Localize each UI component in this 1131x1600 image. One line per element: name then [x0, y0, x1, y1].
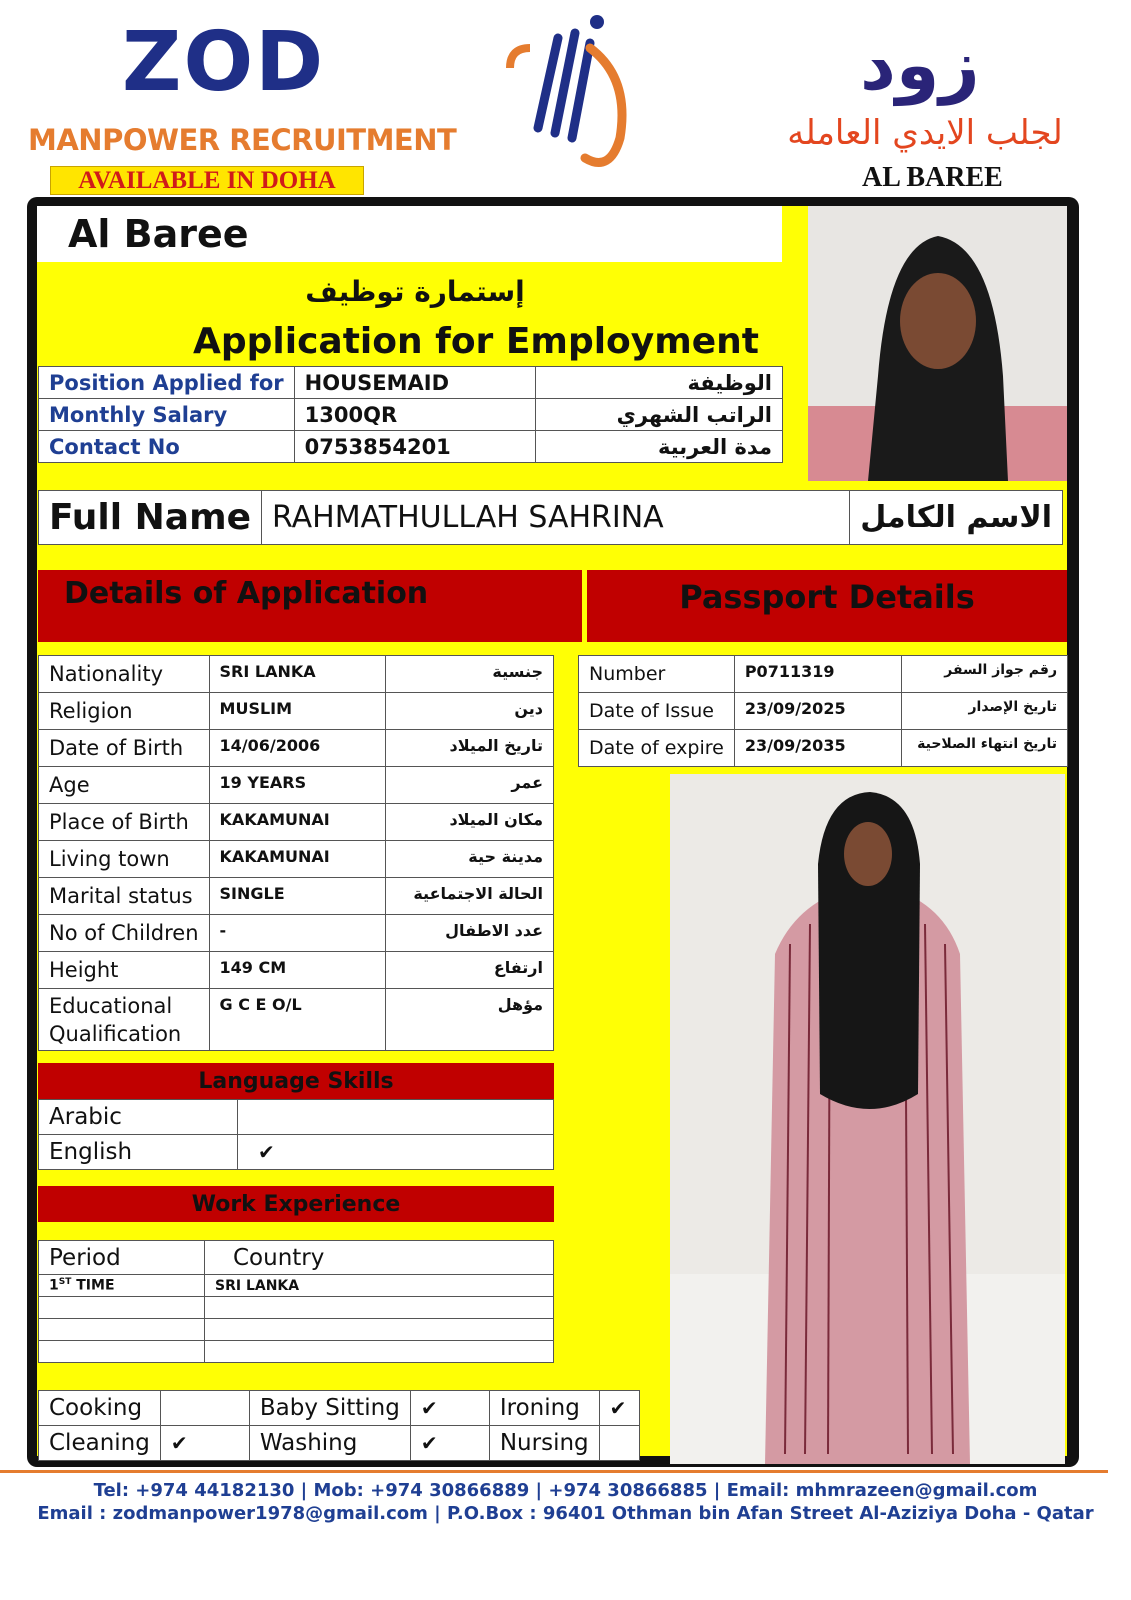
language-english-label: English — [39, 1135, 238, 1170]
passport-number-label-arabic: رقم جواز السفر — [901, 656, 1067, 693]
office-name: Al Baree — [68, 212, 249, 256]
work-country-value: SRI LANKA — [205, 1275, 554, 1297]
skill-cooking-label: Cooking — [39, 1391, 161, 1426]
company-logo-icon — [500, 8, 640, 178]
height-label: Height — [39, 952, 210, 989]
position-label: Position Applied for — [39, 367, 295, 399]
position-table — [38, 366, 783, 463]
work-country-header: Country — [205, 1241, 554, 1275]
form-title-arabic: إستمارة توظيف — [305, 275, 525, 308]
position-label-arabic: الوظيفة — [535, 367, 782, 399]
salary-label-arabic: الراتب الشهري — [535, 399, 782, 431]
religion-label: Religion — [39, 693, 210, 730]
marital-value: SINGLE — [209, 878, 385, 915]
living-town-label: Living town — [39, 841, 210, 878]
availability-banner: AVAILABLE IN DOHA — [50, 166, 364, 195]
passport-table — [578, 655, 1068, 767]
skill-nursing-label: Nursing — [489, 1426, 599, 1461]
details-heading: Details of Application — [38, 570, 582, 642]
skill-babysitting-check: ✔ — [410, 1391, 489, 1426]
skill-nursing-check — [599, 1426, 639, 1461]
height-value: 149 CM — [209, 952, 385, 989]
education-label-arabic: مؤهل — [385, 989, 553, 1051]
full-name-label-arabic: الاسم الكامل — [850, 491, 1063, 545]
contact-label-arabic: مدة العربية — [535, 431, 782, 463]
profile-photo — [808, 206, 1067, 481]
education-label-2: Qualification — [49, 1021, 182, 1046]
nationality-label-arabic: جنسية — [385, 656, 553, 693]
language-table — [38, 1099, 554, 1170]
education-label-1: Educational — [49, 993, 173, 1018]
position-value: HOUSEMAID — [294, 367, 535, 399]
language-heading: Language Skills — [38, 1063, 554, 1099]
skill-ironing-check: ✔ — [599, 1391, 639, 1426]
contact-label: Contact No — [39, 431, 295, 463]
issue-date-label-arabic: تاريخ الإصدار — [901, 693, 1067, 730]
footer-divider — [0, 1470, 1108, 1473]
footer-address-line: Email : zodmanpower1978@gmail.com | P.O.Box : 96401 Othman bin Afan Street Al-Aziziya Doha - Qatar — [37, 1503, 1094, 1524]
skill-washing-label: Washing — [249, 1426, 410, 1461]
dob-value: 14/06/2006 — [209, 730, 385, 767]
marital-label: Marital status — [39, 878, 210, 915]
nationality-value: SRI LANKA — [209, 656, 385, 693]
skills-table — [38, 1390, 640, 1461]
full-name-label: Full Name — [39, 491, 262, 545]
details-table — [38, 655, 554, 1051]
skill-cleaning-label: Cleaning — [39, 1426, 161, 1461]
skill-cleaning-check: ✔ — [160, 1426, 249, 1461]
nationality-label: Nationality — [39, 656, 210, 693]
expiry-date-label: Date of expire — [579, 730, 735, 767]
brand-subtitle: MANPOWER RECRUITMENT — [28, 123, 457, 157]
contact-value: 0753854201 — [294, 431, 535, 463]
arabic-subtitle: لجلب الايدي العامله — [787, 113, 1063, 153]
height-label-arabic: ارتفاع — [385, 952, 553, 989]
religion-label-arabic: دين — [385, 693, 553, 730]
skill-washing-check: ✔ — [410, 1426, 489, 1461]
form-title: Application for Employment — [193, 321, 760, 362]
full-name-table — [38, 490, 1063, 545]
passport-heading: Passport Details — [587, 570, 1067, 642]
skill-babysitting-label: Baby Sitting — [249, 1391, 410, 1426]
dob-label: Date of Birth — [39, 730, 210, 767]
issue-date-label: Date of Issue — [579, 693, 735, 730]
living-town-label-arabic: مدينة حية — [385, 841, 553, 878]
language-arabic-check — [238, 1100, 554, 1135]
birthplace-value: KAKAMUNAI — [209, 804, 385, 841]
marital-label-arabic: الحالة الاجتماعية — [385, 878, 553, 915]
living-town-value: KAKAMUNAI — [209, 841, 385, 878]
children-label: No of Children — [39, 915, 210, 952]
issue-date-value: 23/09/2025 — [734, 693, 901, 730]
full-length-photo — [670, 774, 1065, 1464]
birthplace-label-arabic: مكان الميلاد — [385, 804, 553, 841]
work-period-header: Period — [39, 1241, 205, 1275]
brand-logo-text: ZOD — [122, 15, 326, 110]
age-label: Age — [39, 767, 210, 804]
skill-ironing-label: Ironing — [489, 1391, 599, 1426]
work-heading: Work Experience — [38, 1186, 554, 1222]
age-label-arabic: عمر — [385, 767, 553, 804]
expiry-date-value: 23/09/2035 — [734, 730, 901, 767]
full-name-value: RAHMATHULLAH SAHRINA — [262, 491, 850, 545]
language-arabic-label: Arabic — [39, 1100, 238, 1135]
religion-value: MUSLIM — [209, 693, 385, 730]
language-english-check: ✔ — [238, 1135, 554, 1170]
salary-label: Monthly Salary — [39, 399, 295, 431]
salary-value: 1300QR — [294, 399, 535, 431]
passport-number-label: Number — [579, 656, 735, 693]
children-value: - — [209, 915, 385, 952]
dob-label-arabic: تاريخ الميلاد — [385, 730, 553, 767]
education-value: G C E O/L — [209, 989, 385, 1051]
passport-number-value: P0711319 — [734, 656, 901, 693]
expiry-date-label-arabic: تاريخ انتهاء الصلاحية — [901, 730, 1067, 767]
arabic-brand: زود — [860, 24, 980, 106]
work-period-value: 1ST TIME — [39, 1275, 205, 1297]
age-value: 19 YEARS — [209, 767, 385, 804]
children-label-arabic: عدد الاطفال — [385, 915, 553, 952]
birthplace-label: Place of Birth — [39, 804, 210, 841]
footer-contact-line: Tel: +974 44182130 | Mob: +974 30866889 | +974 30866885 | Email: mhmrazeen@gmail.com — [93, 1480, 1038, 1501]
work-table — [38, 1240, 554, 1363]
branch-name: AL BAREE — [862, 162, 1003, 193]
skill-cooking-check — [160, 1391, 249, 1426]
